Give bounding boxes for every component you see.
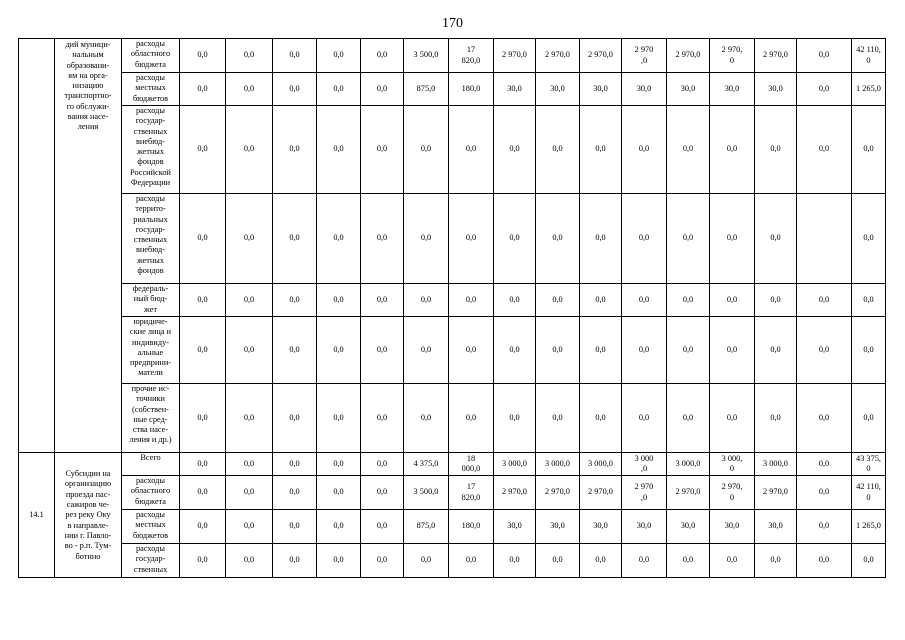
value-cell: 0,0 [273,453,317,476]
value-cell: 0,0 [710,384,755,453]
value-cell: 30,0 [755,73,797,106]
table-row [19,106,886,194]
value-cell: 0,0 [580,384,622,453]
value-cell: 0,0 [317,106,361,194]
value-cell: 0,0 [404,544,449,578]
table-row [19,384,886,453]
value-cell: 0,0 [622,284,667,317]
row-number-cell [19,39,55,453]
value-cell: 0,0 [226,544,273,578]
value-cell: 0,0 [361,544,404,578]
value-cell: 0,0 [797,106,852,194]
value-cell: 0,0 [797,284,852,317]
funding-source-label: расходы местных бюджетов [122,510,180,544]
value-cell: 2 970,0 [755,39,797,73]
value-cell: 3 500,0 [404,476,449,510]
value-cell: 0,0 [667,384,710,453]
measure-description: Субсидии на организацию проезда пас- сажиров че- рез реку Оку в направле- нии г. Павло- во - р.п. Тум- ботино [55,453,122,578]
value-cell: 0,0 [852,284,886,317]
value-cell: 0,0 [317,544,361,578]
value-cell: 30,0 [494,73,536,106]
value-cell: 0,0 [710,317,755,384]
value-cell: 2 970, 0 [710,476,755,510]
value-cell: 0,0 [273,106,317,194]
value-cell: 2 970,0 [536,476,580,510]
value-cell: 0,0 [180,106,226,194]
value-cell: 0,0 [226,284,273,317]
value-cell: 3 000,0 [494,453,536,476]
value-cell: 0,0 [361,39,404,73]
value-cell: 0,0 [449,106,494,194]
value-cell: 0,0 [580,544,622,578]
value-cell: 30,0 [667,510,710,544]
value-cell: 3 000,0 [580,453,622,476]
value-cell: 30,0 [536,510,580,544]
value-cell: 2 970,0 [667,39,710,73]
value-cell: 0,0 [797,39,852,73]
value-cell: 0,0 [755,284,797,317]
value-cell: 0,0 [797,510,852,544]
budget-table [18,38,886,578]
funding-source-label: прочие ис- точники (собствен- ные сред- ства насе- ления и др.) [122,384,180,453]
value-cell: 0,0 [361,194,404,284]
value-cell: 0,0 [180,39,226,73]
value-cell: 2 970,0 [536,39,580,73]
value-cell: 0,0 [667,284,710,317]
value-cell: 0,0 [580,106,622,194]
table-row [19,39,886,73]
table-row [19,73,886,106]
value-cell: 0,0 [317,284,361,317]
value-cell: 0,0 [404,194,449,284]
value-cell: 0,0 [536,194,580,284]
value-cell: 0,0 [226,194,273,284]
funding-source-label: расходы областного бюджета [122,39,180,73]
value-cell: 0,0 [755,317,797,384]
value-cell: 0,0 [710,284,755,317]
value-cell: 0,0 [404,384,449,453]
value-cell: 0,0 [449,194,494,284]
value-cell: 0,0 [710,544,755,578]
value-cell: 30,0 [755,510,797,544]
funding-source-label: расходы местных бюджетов [122,73,180,106]
value-cell [797,194,852,284]
value-cell: 0,0 [449,284,494,317]
value-cell: 30,0 [622,73,667,106]
value-cell: 0,0 [273,510,317,544]
table-row [19,194,886,284]
value-cell: 2 970, 0 [710,39,755,73]
value-cell: 18 000,0 [449,453,494,476]
value-cell: 0,0 [797,476,852,510]
table-row [19,453,886,476]
funding-source-label: расходы областного бюджета [122,476,180,510]
funding-source-label: расходы террито- риальных государ- ственных внебюд- жетных фондов [122,194,180,284]
value-cell: 30,0 [580,510,622,544]
value-cell: 0,0 [755,544,797,578]
value-cell: 0,0 [797,453,852,476]
value-cell: 30,0 [667,73,710,106]
value-cell: 0,0 [361,510,404,544]
value-cell: 2 970,0 [494,476,536,510]
value-cell: 0,0 [226,39,273,73]
value-cell: 0,0 [180,384,226,453]
value-cell: 0,0 [494,284,536,317]
value-cell: 0,0 [710,106,755,194]
value-cell: 0,0 [494,384,536,453]
value-cell: 0,0 [667,544,710,578]
value-cell: 30,0 [494,510,536,544]
value-cell: 0,0 [494,317,536,384]
value-cell: 0,0 [273,39,317,73]
value-cell: 875,0 [404,73,449,106]
value-cell: 0,0 [449,544,494,578]
value-cell: 0,0 [317,73,361,106]
value-cell: 0,0 [536,384,580,453]
value-cell: 0,0 [852,317,886,384]
value-cell: 875,0 [404,510,449,544]
value-cell: 0,0 [852,544,886,578]
value-cell: 3 000 ,0 [622,453,667,476]
value-cell: 0,0 [667,194,710,284]
value-cell: 43 375, 0 [852,453,886,476]
value-cell: 0,0 [755,384,797,453]
value-cell: 0,0 [361,384,404,453]
value-cell: 1 265,0 [852,510,886,544]
value-cell: 0,0 [226,453,273,476]
value-cell: 0,0 [710,194,755,284]
value-cell: 0,0 [536,544,580,578]
value-cell: 3 500,0 [404,39,449,73]
value-cell: 0,0 [273,73,317,106]
value-cell: 30,0 [536,73,580,106]
value-cell: 0,0 [317,317,361,384]
value-cell: 0,0 [580,194,622,284]
value-cell: 0,0 [180,544,226,578]
value-cell: 0,0 [494,194,536,284]
table-row [19,284,886,317]
table-row [19,510,886,544]
value-cell: 0,0 [404,284,449,317]
value-cell: 30,0 [710,73,755,106]
value-cell: 0,0 [361,73,404,106]
value-cell: 0,0 [361,284,404,317]
value-cell: 0,0 [317,384,361,453]
table-row [19,544,886,578]
value-cell: 17 820,0 [449,39,494,73]
value-cell: 0,0 [449,317,494,384]
page-number: 170 [442,16,463,31]
value-cell: 0,0 [273,194,317,284]
value-cell: 0,0 [180,194,226,284]
value-cell: 17 820,0 [449,476,494,510]
value-cell: 0,0 [580,284,622,317]
value-cell: 0,0 [852,106,886,194]
value-cell: 0,0 [852,194,886,284]
value-cell: 2 970,0 [494,39,536,73]
value-cell: 0,0 [180,284,226,317]
value-cell: 1 265,0 [852,73,886,106]
value-cell: 4 375,0 [404,453,449,476]
funding-source-label: Всего [122,453,180,476]
value-cell: 0,0 [317,453,361,476]
value-cell: 0,0 [667,317,710,384]
value-cell: 2 970,0 [667,476,710,510]
value-cell: 0,0 [404,106,449,194]
value-cell: 0,0 [226,317,273,384]
value-cell: 0,0 [580,317,622,384]
measure-description: дий муници- нальным образовани- ям на орга- низацию транспортно- го обслужи- вания насе- ления [55,39,122,453]
value-cell: 2 970,0 [580,39,622,73]
value-cell: 0,0 [755,106,797,194]
value-cell: 0,0 [797,544,852,578]
value-cell: 0,0 [226,106,273,194]
value-cell: 0,0 [797,384,852,453]
value-cell: 0,0 [317,194,361,284]
value-cell: 0,0 [226,73,273,106]
value-cell: 2 970 ,0 [622,476,667,510]
value-cell: 3 000,0 [536,453,580,476]
value-cell: 0,0 [622,194,667,284]
funding-source-label: федераль- ный бюд- жет [122,284,180,317]
value-cell: 0,0 [180,317,226,384]
value-cell: 30,0 [622,510,667,544]
value-cell: 0,0 [180,476,226,510]
funding-source-label: юридиче- ские лица и индивиду- альные предприни- матели [122,317,180,384]
value-cell: 0,0 [180,510,226,544]
value-cell: 0,0 [361,476,404,510]
value-cell: 42 110, 0 [852,39,886,73]
value-cell: 0,0 [317,510,361,544]
value-cell: 2 970 ,0 [622,39,667,73]
value-cell: 0,0 [273,284,317,317]
value-cell: 0,0 [273,384,317,453]
row-number-cell: 14.1 [19,453,55,578]
value-cell: 3 000,0 [667,453,710,476]
value-cell: 0,0 [755,194,797,284]
value-cell: 0,0 [667,106,710,194]
value-cell: 0,0 [494,106,536,194]
value-cell: 0,0 [494,544,536,578]
value-cell: 180,0 [449,510,494,544]
value-cell: 0,0 [622,544,667,578]
value-cell: 0,0 [622,317,667,384]
value-cell: 0,0 [226,384,273,453]
table-row [19,317,886,384]
value-cell: 0,0 [226,510,273,544]
value-cell: 0,0 [449,384,494,453]
value-cell: 0,0 [361,106,404,194]
value-cell: 0,0 [180,73,226,106]
value-cell: 2 970,0 [755,476,797,510]
value-cell: 0,0 [797,73,852,106]
funding-source-label: расходы государ- ственных внебюд- жетных фондов Российской Федерации [122,106,180,194]
value-cell: 0,0 [273,476,317,510]
table-row [19,476,886,510]
value-cell: 2 970,0 [580,476,622,510]
value-cell: 0,0 [273,317,317,384]
value-cell: 0,0 [536,317,580,384]
value-cell: 0,0 [622,384,667,453]
value-cell: 3 000, 0 [710,453,755,476]
value-cell: 0,0 [317,476,361,510]
funding-source-label: расходы государ- ственных [122,544,180,578]
value-cell: 0,0 [361,317,404,384]
value-cell: 0,0 [273,544,317,578]
value-cell: 0,0 [180,453,226,476]
value-cell: 0,0 [622,106,667,194]
value-cell: 0,0 [536,106,580,194]
value-cell: 0,0 [852,384,886,453]
value-cell: 180,0 [449,73,494,106]
value-cell: 30,0 [710,510,755,544]
value-cell: 42 110, 0 [852,476,886,510]
value-cell: 0,0 [361,453,404,476]
value-cell: 0,0 [226,476,273,510]
value-cell: 0,0 [536,284,580,317]
value-cell: 0,0 [404,317,449,384]
value-cell: 30,0 [580,73,622,106]
value-cell: 3 000,0 [755,453,797,476]
value-cell: 0,0 [797,317,852,384]
value-cell: 0,0 [317,39,361,73]
